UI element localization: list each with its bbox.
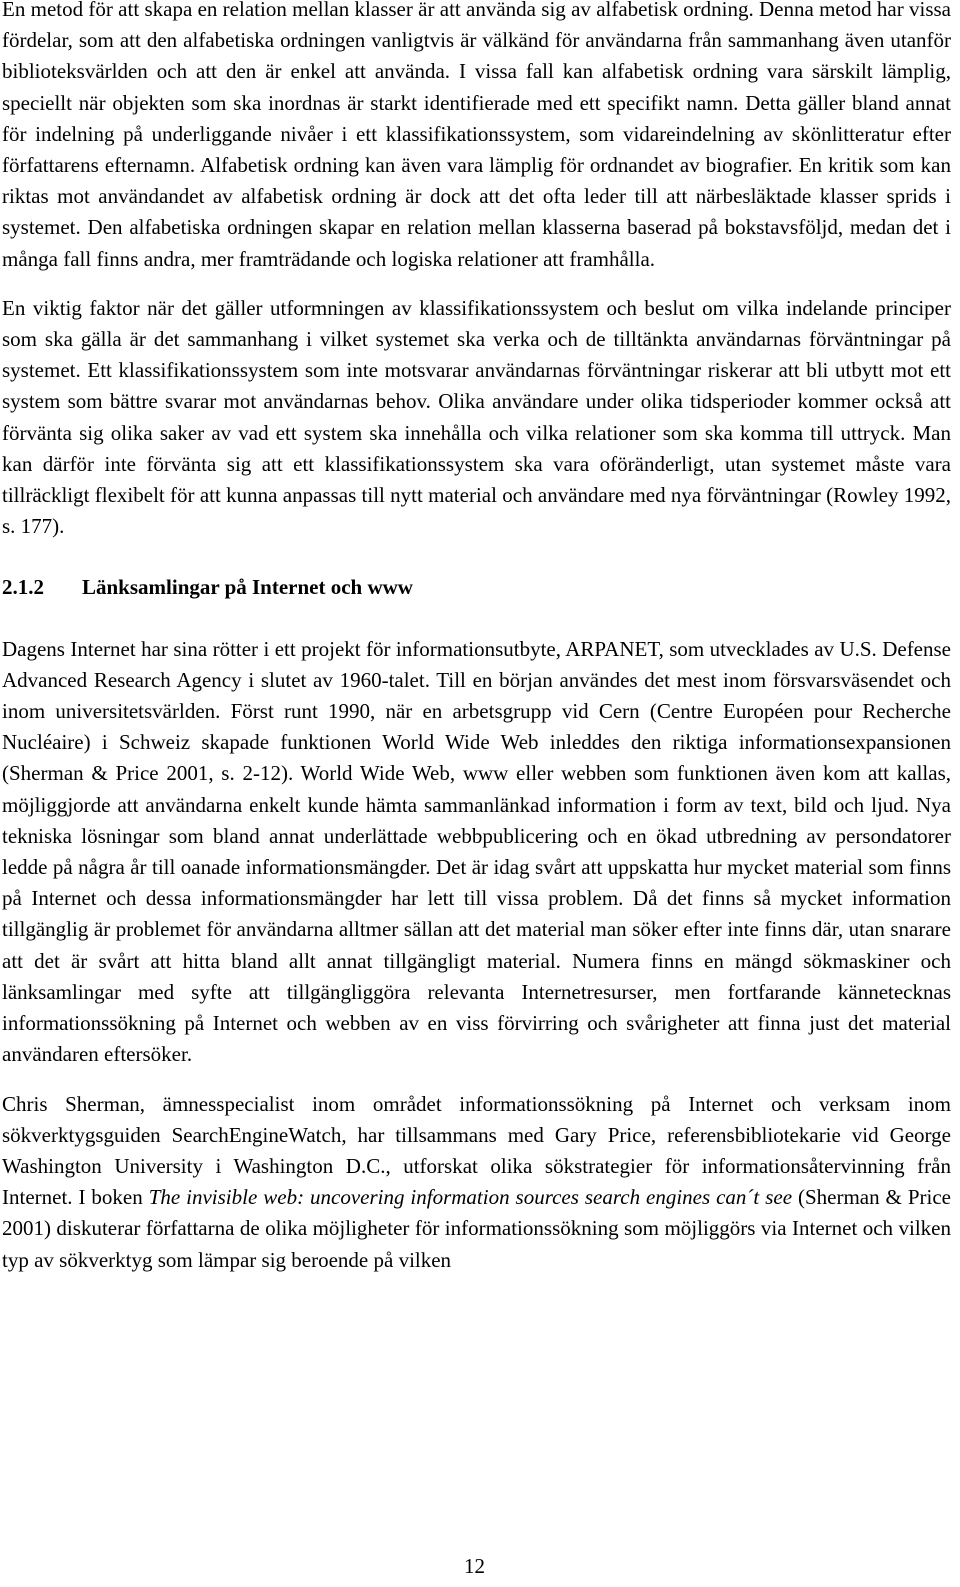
section-heading xyxy=(2,572,951,603)
document-page xyxy=(2,0,951,1276)
section-title: Länksamlingar på Internet och www xyxy=(82,575,413,600)
paragraph-sherman-price xyxy=(2,1089,951,1276)
section-number: 2.1.2 xyxy=(2,575,44,600)
paragraph-internet-history: Dagens Internet har sina rötter i ett projekt för informationsutbyte, ARPANET, som utvecklades av U.S. Defense Advanced Research Agency i slutet av 1960-talet. Till en början användes det mest inom försvarsväsendet och inom universitetsvärlden. Först runt 1990, när en arbetsgrupp vid Cern (Centre Européen pour Recherche Nucléaire) i Schweiz skapade funktionen World Wide Web inleddes den riktiga informationsexpansionen (Sherman & Price 2001, s. 2-12). World Wide Web, www eller webben som funktionen även kom att kallas, möjliggjorde att användarna enkelt kunde hämta sammanlänkad information i form av text, bild och ljud. Nya tekniska lösningar som bland annat underlättade webbpublicering och en ökad utbredning av persondatorer ledde på några år till oanade informationsmängder. Det är idag svårt att uppskatta hur mycket material som finns på Internet och dessa informationsmängder har lett till vissa problem. Då det finns så mycket information tillgänglig är problemet för användarna alltmer sällan att det material man söker efter inte finns där, utan snarare att det är svårt att hitta bland allt annat tillgängligt material. Numera finns en mängd sökmaskiner och länksamlingar med syfte att tillgängliggöra relevanta Internetresurser, men fortfarande kännetecknas informationssökning på Internet och webben av en viss förvirring och svårigheter att finna just det material användaren eftersöker. xyxy=(2,636,951,1067)
paragraph-text-start: Chris Sherman, ämnesspecialist inom området informationssökning på Internet och verksam inom sökverktygsguiden SearchEngineWatch, har tillsammans med Gary Price, referensbibliotekarie vid George Washington University i Washington D.C., utforskat olika sökstrategier för informationsåtervinning från Internet. I boken xyxy=(2,1091,951,1210)
book-title: The invisible web: uncovering information sources search engines can´t see xyxy=(148,1185,793,1210)
paragraph-alphabetical-order: En metod för att skapa en relation mellan klasser är att använda sig av alfabetisk ordning. Denna metod har vissa fördelar, som att den alfabetiska ordningen vanligtvis är välkänd för användarna från sammanhang även utanför biblioteksvärlden och att den är enkel att använda. I vissa fall kan alfabetisk ordning vara särskilt lämplig, speciellt när objekten som ska inordnas är starkt identifierade med ett specifikt namn. Detta gäller bland annat för indelning på underliggande nivåer i ett klassifikationssystem, som vidareindelning av skönlitteratur efter författarens efternamn. Alfabetisk ordning kan även vara lämplig för ordnandet av biografier. En kritik som kan riktas mot användandet av alfabetisk ordning är dock att det ofta leder till att närbesläktade klasser sprids i systemet. Den alfabetiska ordningen skapar en relation mellan klasserna baserad på bokstavsföljd, medan det i många fall finns andra, mer framträdande och logiska relationer att framhålla. xyxy=(2,0,951,271)
paragraph-user-expectations: En viktig faktor när det gäller utformningen av klassifikationssystem och beslut om vilka indelande principer som ska gälla är det sammanhang i vilket systemet ska verka och de tilltänkta användarnas förväntningar på systemet. Ett klassifikationssystem som inte motsvarar användarnas förväntningar riskerar att bli utbytt mot ett system som bättre svarar mot användarnas behov. Olika användare under olika tidsperioder kommer också att förvänta sig olika saker av vad ett system ska innehålla och vilka relationer som ska komma till uttryck. Man kan därför inte förvänta sig att ett klassifikationssystem ska vara oföränderligt, utan systemet måste vara tillräckligt flexibelt för att kunna anpassas till nytt material och användare med nya förväntningar (Rowley 1992, s. 177). xyxy=(2,295,951,539)
page-number: 12 xyxy=(464,1554,485,1578)
paragraph-text-end: (Sherman & Price 2001) diskuterar författarna de olika möjligheter för informationssökning som möjliggörs via Internet och vilken typ av sökverktyg som lämpar sig beroende på vilken xyxy=(2,1185,951,1272)
